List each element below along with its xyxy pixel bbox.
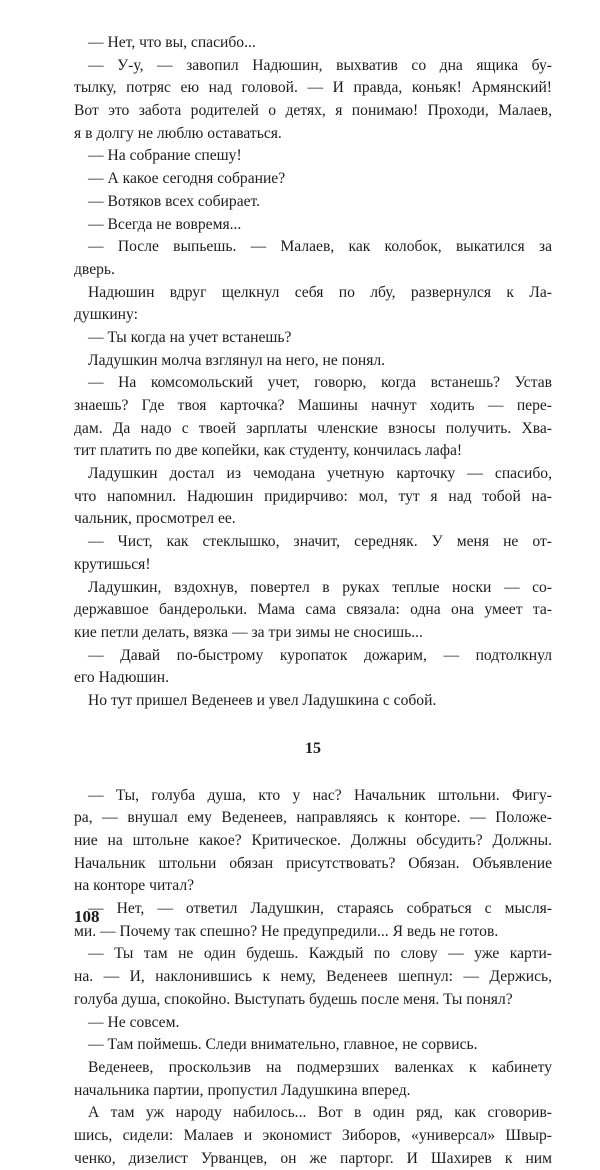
text-line: что напомнил. Надюшин придирчиво: мол, тут я над тобой на- <box>74 487 552 505</box>
text-line: — Нет, — ответил Ладушкин, стараясь собраться с мысля- <box>88 900 552 918</box>
text-line: — Ты там не один будешь. Каждый по слову — уже карти- <box>88 945 552 963</box>
text-block-2 <box>74 785 552 1170</box>
text-line: — Всегда не вовремя... <box>88 215 242 233</box>
text-line: крутишься! <box>74 555 151 573</box>
text-line: Ладушкин достал из чемодана учетную карточку — спасибо, <box>88 465 552 483</box>
text-line: А там уж народу набилось... Вот в один ряд, как сговорив- <box>88 1104 552 1122</box>
text-line: кие петли делать, вязка — за три зимы не сносишь... <box>74 623 423 641</box>
text-line: тылку, потряс ею над головой. — И правда, коньяк! Армянский! <box>74 79 552 97</box>
page-body <box>74 32 552 1170</box>
text-line: — После выпьешь. — Малаев, как колобок, выкатился за <box>88 238 552 256</box>
text-line: Вот это забота родителей о детях, я понимаю! Проходи, Малаев, <box>74 102 552 120</box>
text-line: тит платить по две копейки, как студенту, кончилась лафа! <box>74 442 463 460</box>
text-line: ние на штольне какое? Критическое. Должны обсудить? Должны. <box>74 832 552 849</box>
text-line: — Чист, как стеклышко, значит, середняк. У меня не от- <box>88 533 552 551</box>
text-line: — На собрание спешу! <box>88 147 242 165</box>
text-line: ра, — внушал ему Веденеев, направляясь к конторе. — Положе- <box>74 809 552 827</box>
text-line: державшое бандерольки. Мама сама связала: одна она умеет та- <box>74 601 552 619</box>
text-line: начальника партии, пропустил Ладушкина вперед. <box>74 1081 411 1099</box>
text-line: голуба душа, спокойно. Выступать будешь после меня. Ты понял? <box>74 990 513 1008</box>
text-line: дверь. <box>74 260 115 278</box>
text-line: — Нет, что вы, спасибо... <box>88 34 256 51</box>
text-line: душкину: <box>74 306 138 324</box>
text-line: — Давай по-быстрому куропаток дожарим, — подтолкнул <box>88 646 552 664</box>
text-line: ми. — Почему так спешно? Не предупредили... Я ведь не готов. <box>74 922 499 940</box>
page-number: 108 <box>74 907 100 926</box>
text-line: ченко, дизелист Урванцев, он же парторг. И Шахирев к ним <box>74 1149 552 1167</box>
text-line: — А какое сегодня собрание? <box>88 170 286 188</box>
text-line: Ладушкин, вздохнув, повертел в руках теплые носки — со- <box>88 578 552 596</box>
text-line: Но тут пришел Веденеев и увел Ладушкина с собой. <box>88 691 437 709</box>
text-line: — Ты, голуба душа, кто у нас? Начальник штольни. Фигу- <box>88 786 552 804</box>
text-line: — Не совсем. <box>88 1013 180 1031</box>
text-line: — Там поймешь. Следи внимательно, главное, не сорвись. <box>88 1036 478 1054</box>
text-line: Веденеев, проскользив на подмерзших валенках к кабинету <box>88 1058 552 1076</box>
text-line: Ладушкин молча взглянул на него, не понял. <box>88 351 386 369</box>
text-line: шись, сидели: Малаев и экономист Зиборов, «универсал» Швыр- <box>74 1126 552 1144</box>
text-line: его Надюшин. <box>74 669 169 687</box>
text-line: Начальник штольни обязан присутствовать? Обязан. Объявление <box>74 854 552 872</box>
text-line: — У-у, — завопил Надюшин, выхватив со дна ящика бу- <box>88 56 552 74</box>
text-line: знаешь? Где твоя карточка? Машины начнут ходить — пере- <box>74 397 552 414</box>
text-line: я в долгу не люблю оставаться. <box>74 124 282 142</box>
text-line: чальник, просмотрел ее. <box>74 510 236 528</box>
text-line: на. — И, наклонившись к нему, Веденеев шепнул: — Держись, <box>74 968 552 986</box>
text-line: — Вотяков всех собирает. <box>88 192 261 210</box>
chapter-number: 15 <box>305 739 321 757</box>
text-line: дам. Да надо с твоей зарплаты членские взносы получить. Хва- <box>74 419 552 437</box>
text-line: Надюшин вдруг щелкнул себя по лбу, развернулся к Ла- <box>88 283 552 301</box>
text-line: — На комсомольский учет, говорю, когда встанешь? Устав <box>88 374 552 392</box>
text-line: на конторе читал? <box>74 877 195 895</box>
text-line: — Ты когда на учет встанешь? <box>88 328 292 346</box>
text-block-1 <box>74 32 552 713</box>
